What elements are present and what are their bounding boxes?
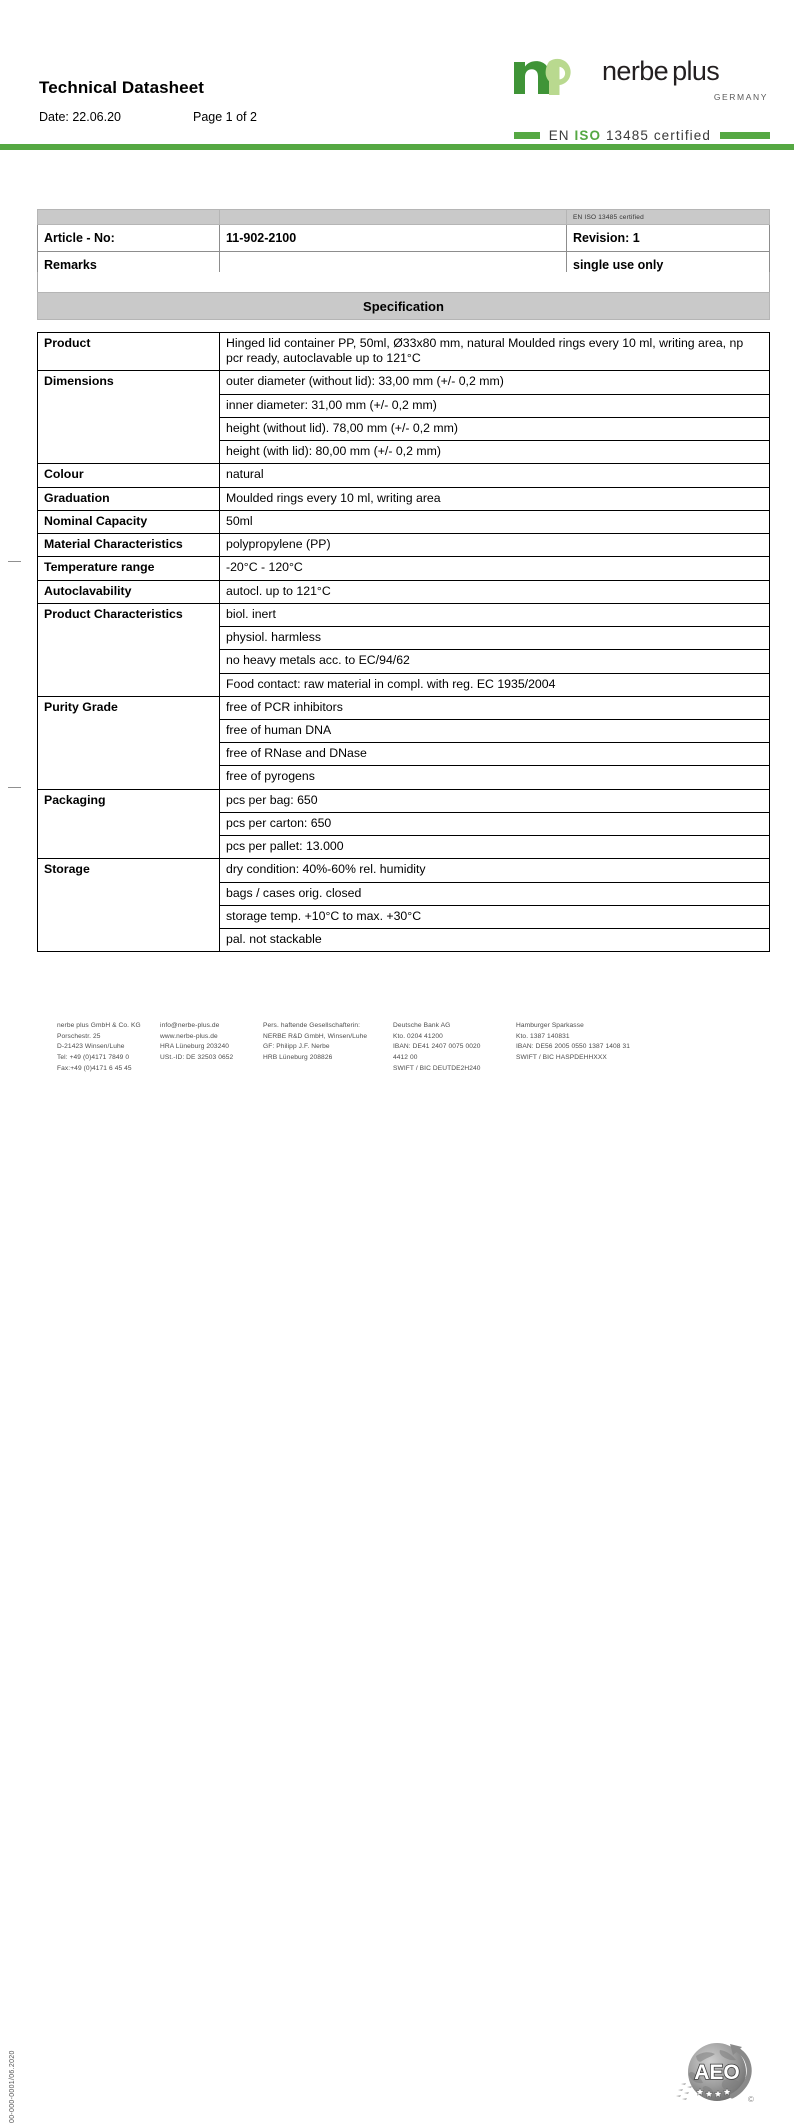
spec-value: free of human DNA [220, 719, 770, 742]
table-row [38, 580, 770, 603]
document-date: Date: 22.06.20 [39, 110, 122, 124]
spec-value: free of RNase and DNase [220, 743, 770, 766]
logo-wordmark [602, 56, 719, 87]
np-logo-icon [512, 48, 598, 96]
spec-key: Dimensions [38, 371, 220, 464]
company-logo [510, 48, 770, 110]
spec-value: 50ml [220, 510, 770, 533]
table-row [38, 859, 770, 882]
specification-title: Specification [363, 298, 444, 314]
spec-value: biol. inert [220, 603, 770, 626]
article-info-table [37, 209, 770, 279]
spec-value: inner diameter: 31,00 mm (+/- 0,2 mm) [220, 394, 770, 417]
spec-key: Purity Grade [38, 696, 220, 789]
cert-standard: 13485 certified [605, 127, 711, 143]
cert-dash-right-icon [720, 132, 770, 139]
footer-line: Fax:+49 (0)4171 6 45 45 [57, 1064, 132, 1072]
spec-key: Product [38, 333, 220, 371]
document-code: 00-000-0001/06.2020 [9, 2050, 16, 2123]
spec-key: Graduation [38, 487, 220, 510]
footer-line: Tel: +49 (0)4171 7849 0 [57, 1054, 130, 1062]
spec-value: storage temp. +10°C to max. +30°C [220, 905, 770, 928]
footer-line: IBAN: DE56 2005 0550 1387 1408 31 [516, 1043, 631, 1051]
spec-value: free of PCR inhibitors [220, 696, 770, 719]
logo-country-label: GERMANY [713, 92, 768, 102]
spec-value: height (with lid): 80,00 mm (+/- 0,2 mm) [220, 441, 770, 464]
footer-line: IBAN: DE41 2407 0075 0020 [393, 1043, 481, 1051]
page-title: Technical Datasheet [39, 78, 205, 97]
footer-column-company [57, 1021, 160, 1074]
spec-value: Moulded rings every 10 ml, writing area [220, 487, 770, 510]
spec-value: Hinged lid container PP, 50ml, Ø33x80 mm, natural Moulded rings every 10 ml, writing area, np pcr ready, autoclavable up to 121°C [220, 333, 770, 371]
info-band-cell-2 [220, 210, 567, 225]
info-spacer-row [37, 272, 770, 293]
footer-line: www.nerbe-plus.de [160, 1032, 218, 1040]
fold-mark-upper [8, 561, 21, 562]
spec-value: pcs per carton: 650 [220, 812, 770, 835]
certification-text [549, 128, 711, 143]
table-row [38, 371, 770, 394]
footer-line: GF: Philipp J.F. Nerbe [263, 1043, 330, 1051]
page-header [0, 0, 794, 150]
table-row [38, 696, 770, 719]
footer-line: SWIFT / BIC HASPDEHHXXX [516, 1054, 607, 1062]
spec-key: Packaging [38, 789, 220, 859]
spec-key: Nominal Capacity [38, 510, 220, 533]
spec-value: no heavy metals acc. to EC/94/62 [220, 650, 770, 673]
document-meta [39, 110, 257, 124]
info-band-cert-note: EN ISO 13485 certified [567, 210, 770, 225]
aeo-label: AEO [694, 2061, 740, 2084]
footer-columns [57, 1021, 657, 1074]
spec-key: Temperature range [38, 557, 220, 580]
footer-line: info@nerbe-plus.de [160, 1022, 220, 1029]
table-row [38, 789, 770, 812]
logo-word-plus: plus [672, 56, 720, 86]
spec-value: bags / cases orig. closed [220, 882, 770, 905]
footer-line: HRB Lüneburg 208826 [263, 1054, 333, 1062]
info-band-cell-1 [38, 210, 220, 225]
table-row [38, 333, 770, 371]
footer-line: SWIFT / BIC DEUTDE2H240 [393, 1064, 481, 1072]
footer-column-contact [160, 1021, 263, 1074]
spec-value: outer diameter (without lid): 33,00 mm (+/- 0,2 mm) [220, 371, 770, 394]
footer-line: NERBE R&D GmbH, Winsen/Luhe [263, 1032, 368, 1040]
aeo-copyright-mark: © [748, 2095, 754, 2104]
table-row [38, 464, 770, 487]
footer-line: 4412 00 [393, 1054, 418, 1062]
cert-iso: ISO [574, 127, 602, 143]
table-row [38, 557, 770, 580]
article-value: 11-902-2100 [220, 225, 567, 252]
spec-value: -20°C - 120°C [220, 557, 770, 580]
spec-value: autocl. up to 121°C [220, 580, 770, 603]
table-row [38, 603, 770, 626]
spec-key: Material Characteristics [38, 534, 220, 557]
footer-line: Kto. 1387 140831 [516, 1032, 570, 1040]
spec-value: pal. not stackable [220, 929, 770, 952]
spec-key: Product Characteristics [38, 603, 220, 696]
footer-column-bank-deutsche [393, 1021, 516, 1074]
spec-value: Food contact: raw material in compl. with reg. EC 1935/2004 [220, 673, 770, 696]
revision-value: Revision: 1 [567, 225, 770, 252]
spec-key: Storage [38, 859, 220, 952]
specification-table [37, 332, 770, 952]
logo-word-nerbe: nerbe [602, 56, 669, 86]
cert-en: EN [548, 127, 570, 143]
spec-value: natural [220, 464, 770, 487]
table-row [38, 487, 770, 510]
aeo-certification-icon [672, 2036, 766, 2114]
specification-band [37, 292, 770, 320]
footer-line: USt.-ID: DE 32503 0652 [160, 1054, 234, 1062]
spec-value: polypropylene (PP) [220, 534, 770, 557]
spec-value: physiol. harmless [220, 627, 770, 650]
table-row [38, 510, 770, 533]
footer-line: Pers. haftende Gesellschafterin: [263, 1022, 361, 1029]
spec-value: height (without lid). 78,00 mm (+/- 0,2 mm) [220, 417, 770, 440]
spec-value: dry condition: 40%-60% rel. humidity [220, 859, 770, 882]
article-row [38, 225, 770, 252]
certification-line [514, 126, 770, 144]
footer-line: Kto. 0204 41200 [393, 1032, 443, 1040]
page-number: Page 1 of 2 [193, 110, 257, 124]
single-use-value: single use only [567, 252, 770, 279]
spec-key: Colour [38, 464, 220, 487]
table-row [38, 534, 770, 557]
remarks-label: Remarks [38, 252, 220, 279]
footer-line: Hamburger Sparkasse [516, 1022, 584, 1029]
spec-value: free of pyrogens [220, 766, 770, 789]
footer-line: Deutsche Bank AG [393, 1022, 451, 1029]
spec-value: pcs per bag: 650 [220, 789, 770, 812]
spec-key: Autoclavability [38, 580, 220, 603]
article-label: Article - No: [38, 225, 220, 252]
footer-column-bank-sparkasse [516, 1021, 656, 1074]
spec-value: pcs per pallet: 13.000 [220, 836, 770, 859]
info-band-row [38, 210, 770, 225]
footer-line: Porschestr. 25 [57, 1032, 101, 1040]
fold-mark-lower [8, 787, 21, 788]
footer-column-legal [263, 1021, 393, 1074]
footer-line: HRA Lüneburg 203240 [160, 1043, 229, 1051]
footer-line: D-21423 Winsen/Luhe [57, 1043, 125, 1051]
footer-line: nerbe plus GmbH & Co. KG [57, 1022, 141, 1029]
header-green-rule [0, 144, 794, 150]
cert-dash-left-icon [514, 132, 540, 139]
page-footer [0, 1008, 794, 2123]
